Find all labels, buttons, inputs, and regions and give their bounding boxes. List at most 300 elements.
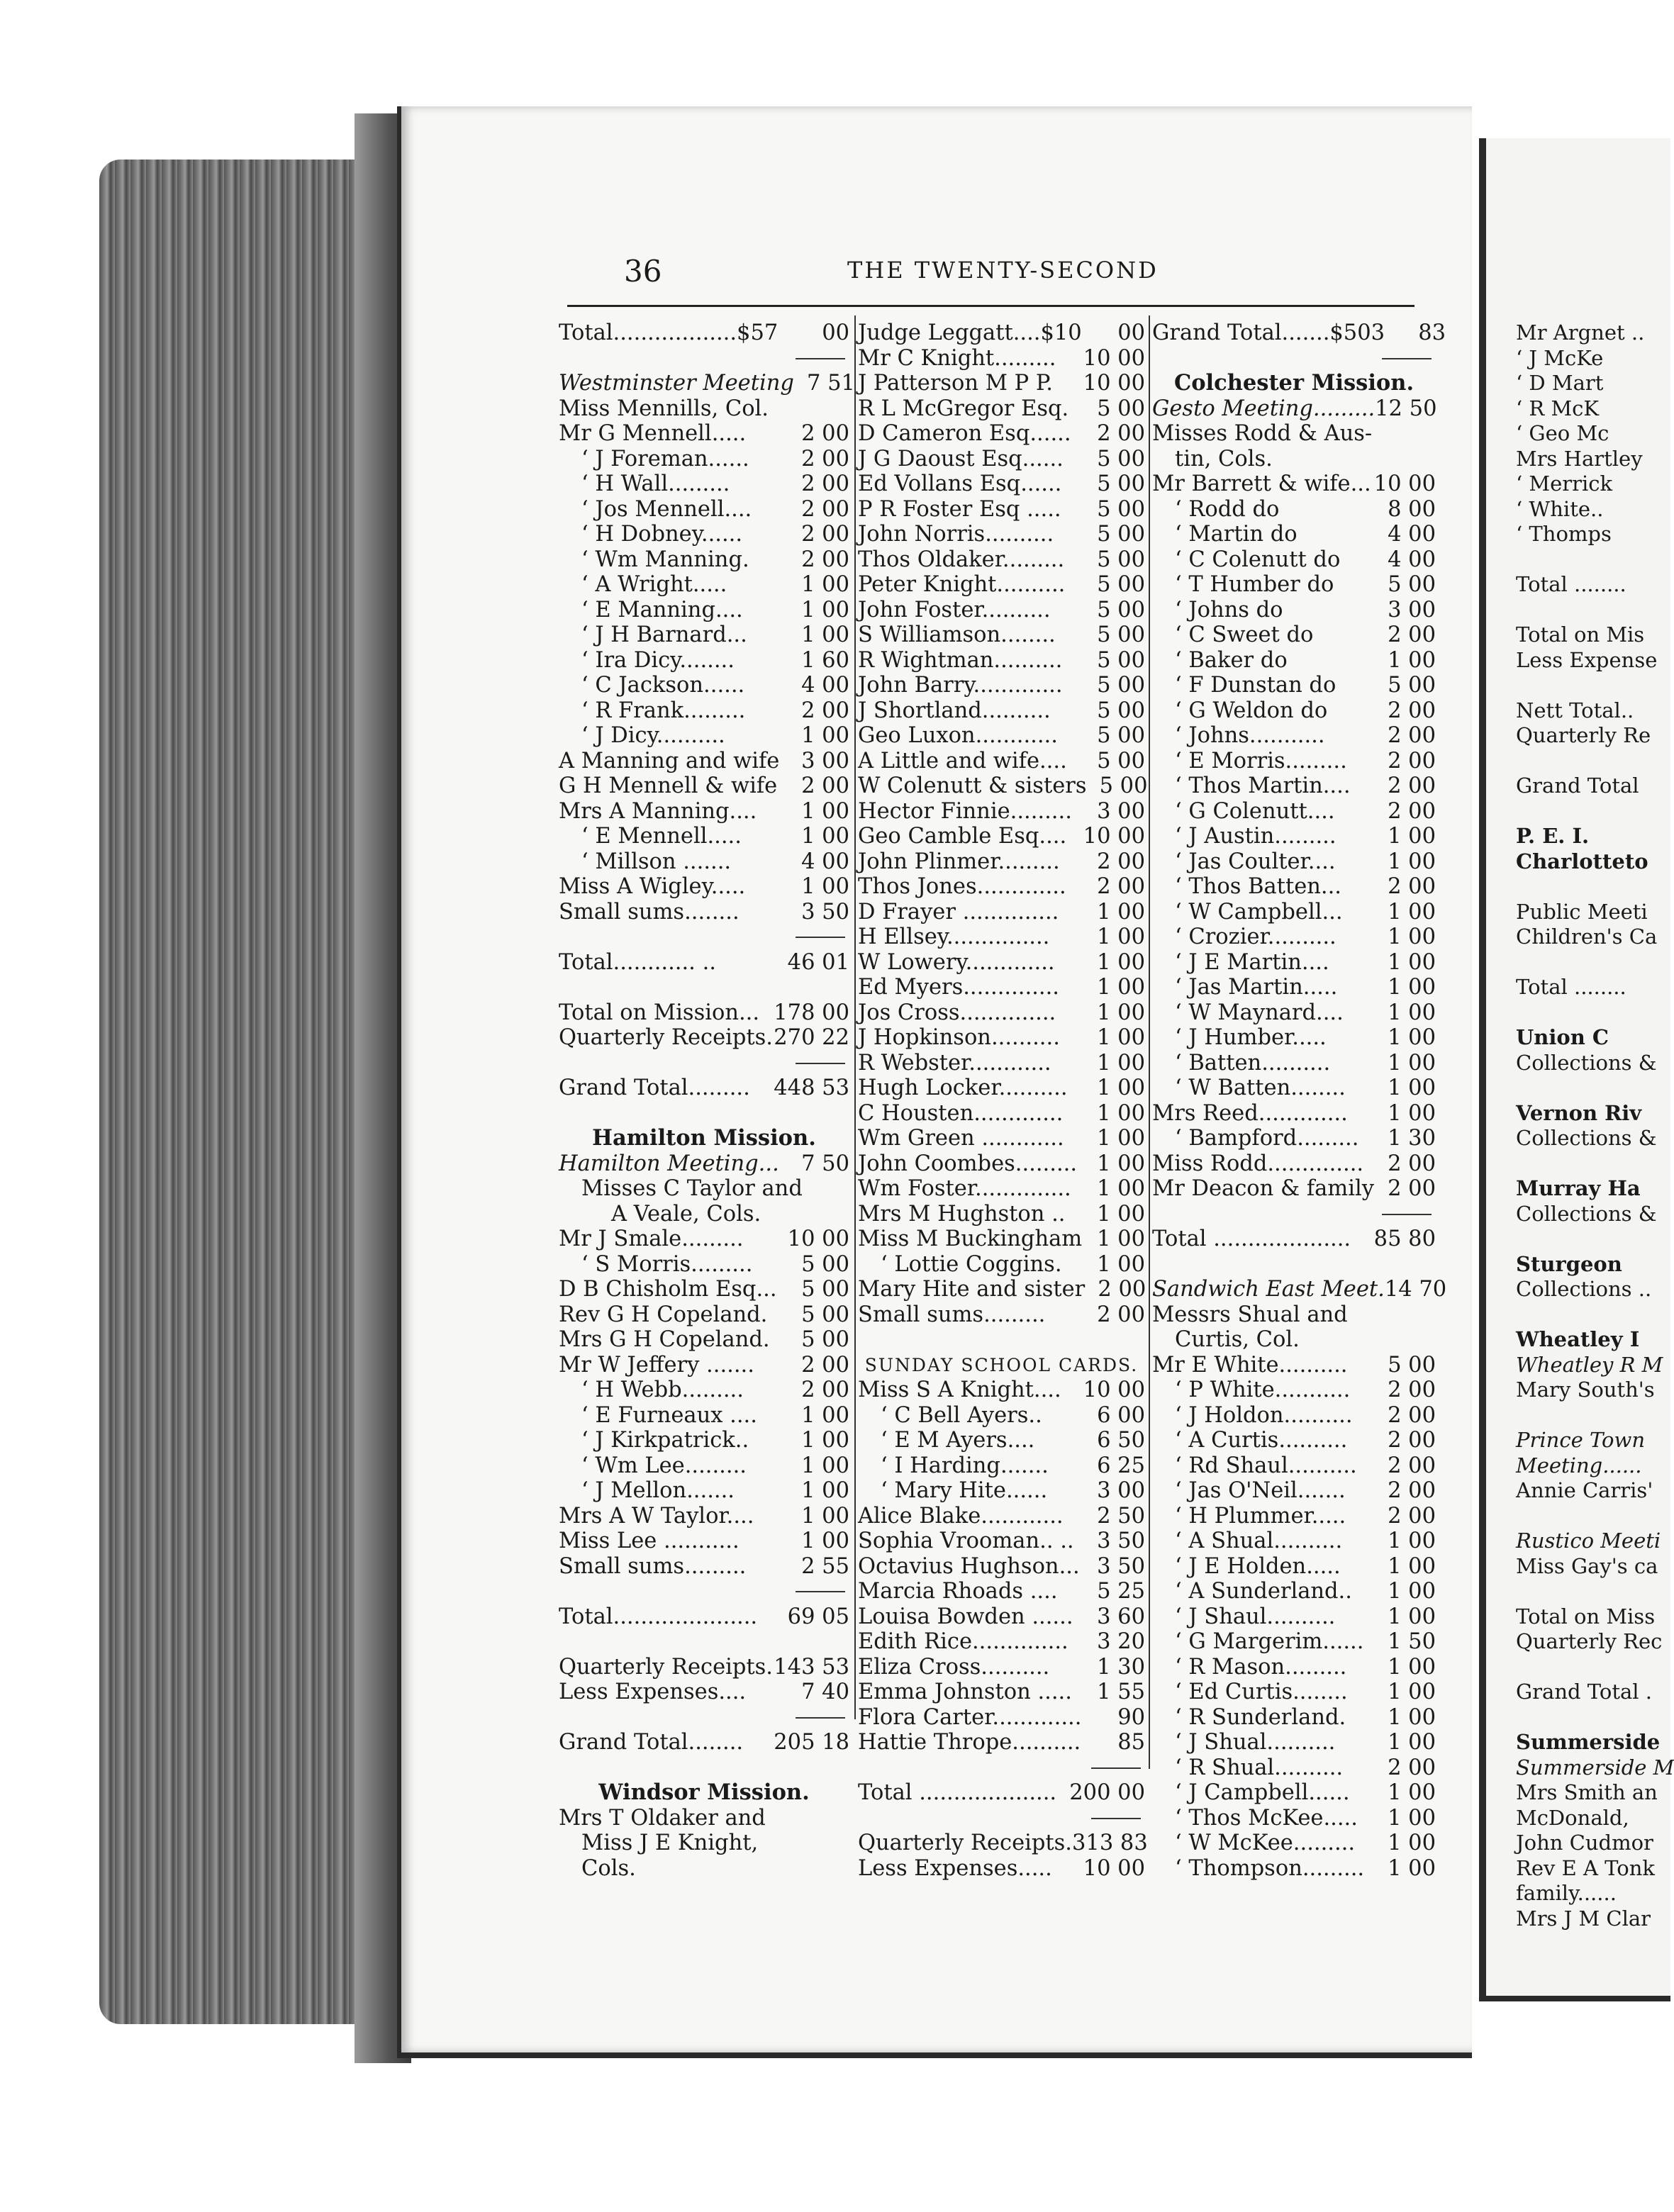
entry-description: ‘ R Shual.......... (1175, 1755, 1344, 1780)
entry-amount: 3 50 (1097, 1553, 1145, 1579)
spacer (559, 1101, 849, 1127)
entry-description: Thos Jones............. (858, 874, 1066, 899)
ledger-entry (1152, 1126, 1436, 1151)
entry-description: ‘ A Wright..... (581, 572, 727, 597)
partial-entry: Vernon Riv (1516, 1100, 1642, 1125)
entry-amount: 00 (1117, 320, 1145, 345)
entry-amount: 10 00 (1083, 1855, 1145, 1881)
partial-entry: Prince Town (1516, 1428, 1646, 1452)
ledger-entry (559, 723, 849, 749)
entry-description: ‘ Rodd do (1175, 496, 1280, 522)
entry-amount: 1 00 (801, 874, 849, 899)
entry-amount: 85 80 (1373, 1227, 1436, 1251)
entry-amount: 2 00 (1388, 1428, 1436, 1453)
entry-amount: 1 00 (1097, 1151, 1145, 1176)
ledger-entry (559, 773, 849, 799)
ledger-entry (1152, 673, 1436, 698)
entry-amount: 14 70 (1384, 1277, 1447, 1302)
entry-description: ‘ J Mellon....... (581, 1478, 735, 1503)
ledger-entry (559, 1151, 849, 1177)
ledger-entry (1152, 320, 1446, 346)
entry-description: ‘ Jas Coulter.... (1175, 849, 1336, 874)
entry-description: Mrs A Manning.... (559, 798, 757, 824)
ledger-entry (559, 1680, 849, 1705)
ledger-entry (1152, 975, 1436, 1000)
entry-amount: 6 25 (1097, 1453, 1145, 1478)
entry-amount: 2 00 (1388, 698, 1436, 723)
partial-entry: ‘ Geo Mc (1516, 421, 1609, 445)
entry-description: ‘ E M Ayers.... (881, 1428, 1035, 1453)
ledger-entry (559, 698, 849, 724)
sum-rule (559, 1051, 849, 1076)
partial-entry: Mr Argnet .. (1516, 320, 1645, 345)
entry-amount: 2 00 (1097, 849, 1145, 874)
ledger-entry (559, 874, 849, 900)
entry-description: Miss Lee ........... (559, 1529, 740, 1553)
partial-entry: Public Meeti (1516, 899, 1648, 924)
entry-amount: 1 00 (1388, 925, 1436, 949)
entry-description: W Colenutt & sisters (858, 773, 1087, 798)
entry-amount: 7 51 (806, 371, 855, 396)
partial-entry (1516, 1579, 1658, 1604)
ledger-entry (858, 1453, 1145, 1479)
entry-amount: 1 00 (801, 597, 849, 622)
ledger-entry (559, 547, 849, 573)
entry-amount: 2 00 (1388, 1503, 1436, 1529)
entry-description: Wm Foster.............. (858, 1176, 1071, 1201)
partial-entry: ‘ Merrick (1516, 471, 1613, 496)
ledger-entry (858, 1378, 1145, 1403)
entry-description: ‘ C Sweet do (1175, 622, 1314, 647)
ledger-entry (858, 900, 1145, 925)
entry-description: ‘ C Jackson...... (581, 673, 745, 698)
entry-description: ‘ P White........... (1175, 1378, 1351, 1402)
entry-amount: 1 00 (1388, 1100, 1436, 1126)
section-heading: Colchester Mission. (1173, 370, 1414, 396)
sum-rule (1152, 1202, 1436, 1227)
entry-amount: 1 00 (1388, 647, 1436, 673)
partial-entry: Miss Gay's ca (1516, 1553, 1658, 1578)
ledger-entry (858, 824, 1145, 849)
entry-description: Total..................$57 (559, 320, 779, 345)
entry-description: Hattie Thrope.......... (858, 1730, 1081, 1755)
entry-description: Louisa Bowden ...... (858, 1604, 1073, 1629)
ledger-entry (559, 1227, 849, 1252)
entry-amount: 3 50 (1097, 1529, 1145, 1553)
partial-entry: McDonald, (1516, 1805, 1629, 1830)
entry-description: ‘ C Colenutt do (1175, 547, 1341, 572)
entry-description: A Manning and wife (559, 748, 780, 773)
entry-amount: 2 00 (1388, 748, 1436, 773)
ledger-entry (559, 648, 849, 674)
entry-description: ‘ A Curtis.......... (1175, 1428, 1348, 1453)
ledger-entry (1152, 1730, 1436, 1755)
entry-amount: 5 00 (801, 1327, 849, 1352)
partial-entry: Grand Total . (1516, 1680, 1652, 1704)
entry-description: Mr Barrett & wife... (1152, 471, 1371, 496)
entry-description: Grand Total......... (559, 1076, 750, 1100)
entry-amount: 5 00 (1097, 396, 1145, 421)
ledger-entry (1152, 1151, 1436, 1177)
entry-description: ‘ G Weldon do (1175, 698, 1328, 723)
entry-amount: 1 00 (801, 622, 849, 647)
entry-text: Cols. (581, 1855, 636, 1881)
entry-description: Small sums......... (858, 1302, 1046, 1327)
ledger-entry (559, 1604, 849, 1630)
entry-amount: 2 00 (1388, 874, 1436, 899)
ledger-entry (858, 572, 1145, 598)
entry-amount: 1 00 (801, 798, 849, 824)
entry-amount: 2 00 (801, 773, 849, 798)
entry-description: Miss S A Knight.... (858, 1378, 1061, 1402)
entry-description: Mrs Reed............. (1152, 1100, 1348, 1126)
partial-entry: Summerside (1516, 1730, 1661, 1754)
entry-description: Quarterly Receipts. (559, 1654, 774, 1680)
entry-description: John Foster.......... (858, 597, 1051, 622)
entry-amount: 1 30 (1388, 1126, 1436, 1151)
ledger-entry (559, 799, 849, 825)
entry-description: ‘ S Morris......... (581, 1251, 753, 1277)
entry-description: ‘ C Bell Ayers.. (881, 1402, 1042, 1428)
entry-text: A Veale, Cols. (611, 1201, 761, 1227)
entry-amount: 1 00 (1097, 1050, 1145, 1076)
entry-description: ‘ F Dunstan do (1175, 673, 1337, 698)
ledger-entry (858, 1403, 1145, 1429)
entry-amount: 10 00 (1083, 1378, 1145, 1402)
entry-description: ‘ J Kirkpatrick.. (581, 1428, 749, 1453)
entry-amount: 85 (1117, 1730, 1145, 1755)
ledger-entry (559, 471, 849, 497)
ledger-entry (1152, 1378, 1436, 1403)
ledger-entry (1152, 1051, 1436, 1076)
entry-amount: 1 00 (801, 1402, 849, 1428)
entry-amount: 2 00 (1388, 1453, 1436, 1478)
ledger-entry (858, 799, 1145, 825)
entry-description: Peter Knight.......... (858, 572, 1066, 597)
partial-entry (1516, 1504, 1658, 1529)
entry-amount: 5 00 (1097, 446, 1145, 471)
entry-description: ‘ Jas Martin..... (1175, 975, 1338, 1000)
partial-entry: Mrs Smith an (1516, 1780, 1658, 1804)
ledger-entry (858, 1579, 1145, 1604)
entry-amount: 2 00 (801, 547, 849, 572)
entry-amount: 5 00 (1097, 647, 1145, 673)
partial-entry (1516, 749, 1658, 774)
ledger-entry (858, 371, 1145, 396)
partial-entry: Rustico Meeti (1516, 1529, 1661, 1553)
entry-amount: 143 53 (774, 1654, 849, 1680)
partial-entry: Union C (1516, 1025, 1609, 1049)
partial-entry: Total ........ (1516, 975, 1626, 999)
partial-entry: Mrs Hartley (1516, 446, 1643, 471)
sum-rule (559, 925, 849, 950)
partial-entry: Charlotteto (1516, 849, 1648, 873)
entry-amount: 1 00 (1388, 1553, 1436, 1579)
entry-description: G H Mennell & wife (559, 773, 778, 798)
ledger-entry (858, 1227, 1145, 1252)
entry-description: Sophia Vrooman.. .. (858, 1529, 1074, 1553)
ledger-entry (1152, 1353, 1436, 1378)
entry-description: Quarterly Receipts. (858, 1831, 1073, 1855)
ledger-entry (858, 1629, 1145, 1655)
entry-description: Edith Rice.............. (858, 1629, 1068, 1654)
entry-amount: 1 55 (1097, 1680, 1145, 1704)
entry-description: Flora Carter............. (858, 1704, 1082, 1730)
entry-amount: 1 00 (1097, 1176, 1145, 1201)
ledger-entry (858, 1705, 1145, 1731)
entry-amount: 1 00 (1388, 1730, 1436, 1755)
section-heading: Hamilton Mission. (592, 1125, 816, 1151)
entry-amount: 2 55 (801, 1553, 849, 1579)
ledger-entry (858, 1604, 1145, 1630)
partial-entry (1516, 1000, 1658, 1026)
entry-description: ‘ Rd Shaul.......... (1175, 1453, 1357, 1478)
ledger-entry (858, 622, 1145, 648)
entry-amount: 4 00 (1388, 522, 1436, 547)
partial-entry: ‘ White.. (1516, 496, 1604, 521)
entry-description: ‘ Ira Dicy........ (581, 647, 735, 673)
entry-description: Mary Hite and sister (858, 1277, 1086, 1302)
ledger-entry (1152, 547, 1436, 573)
entry-description: Total............ .. (559, 949, 716, 975)
ledger-entry (1152, 900, 1436, 925)
entry-description: Wm Green ............ (858, 1126, 1064, 1151)
entry-description: ‘ Jos Mennell.... (581, 496, 752, 522)
entry-description: Mr Deacon & family (1152, 1176, 1374, 1201)
entry-text: Mrs T Oldaker and (559, 1805, 766, 1831)
ledger-entry (858, 773, 1148, 799)
ledger-entry (1152, 749, 1436, 774)
partial-entry: Sturgeon (1516, 1251, 1622, 1276)
ledger-entry (858, 1680, 1145, 1705)
entry-amount: 1 00 (801, 723, 849, 748)
ledger-entry (1152, 824, 1436, 849)
ledger-entry (1152, 1579, 1436, 1604)
entry-description: H Ellsey............... (858, 925, 1050, 949)
ledger-entry (1152, 1554, 1436, 1580)
partial-entry: Wheatley R M (1516, 1352, 1663, 1377)
entry-description: ‘ A Sunderland.. (1175, 1579, 1352, 1604)
ledger-entry (1152, 1755, 1436, 1781)
ledger-entry (1152, 1831, 1436, 1856)
ledger-entry (858, 1202, 1145, 1227)
entry-amount: 1 00 (1388, 1805, 1436, 1831)
entry-description: Sandwich East Meet. (1152, 1277, 1385, 1302)
entry-amount: 1 00 (1388, 1050, 1436, 1076)
entry-description: ‘ H Plummer..... (1175, 1503, 1346, 1529)
entry-amount: 2 00 (1388, 798, 1436, 824)
ledger-entry (559, 749, 849, 774)
ledger-entry (559, 371, 855, 396)
entry-amount: 5 00 (1097, 522, 1145, 547)
ledger-entry (858, 1000, 1145, 1026)
entry-description: Miss M Buckingham (858, 1227, 1083, 1251)
entry-description: R Webster............ (858, 1050, 1051, 1076)
entry-description: ‘ E Furneaux .... (581, 1402, 757, 1428)
entry-amount: 1 00 (801, 572, 849, 597)
ledger-entry (858, 1554, 1145, 1580)
entry-amount: 2 00 (801, 496, 849, 522)
entry-description: D Cameron Esq...... (858, 421, 1071, 446)
entry-amount: 2 00 (801, 421, 849, 446)
ledger-entry (1152, 1478, 1436, 1504)
entry-amount: 5 00 (1097, 622, 1145, 647)
running-head: THE TWENTY-SECOND (847, 257, 1159, 284)
entry-amount: 5 00 (1097, 496, 1145, 522)
entry-amount: 1 00 (1097, 1201, 1145, 1227)
entry-amount: 1 00 (1097, 925, 1145, 949)
header-rule (567, 305, 1414, 307)
ledger-entry (858, 1529, 1145, 1554)
entry-description: Ed Vollans Esq...... (858, 471, 1062, 496)
entry-description: ‘ W Campbell... (1175, 899, 1343, 925)
entry-description: ‘ Johns........... (1175, 723, 1325, 748)
ledger-entry (559, 1076, 849, 1101)
column-1 (559, 320, 855, 1881)
entry-description: Grand Total........ (559, 1730, 744, 1755)
ledger-entry (858, 1277, 1145, 1302)
entry-amount: 5 00 (801, 1251, 849, 1277)
ledger-entry (858, 1856, 1145, 1882)
entry-amount: 3 00 (1097, 1478, 1145, 1503)
partial-entry (1516, 1655, 1658, 1680)
entry-amount: 1 00 (1388, 1529, 1436, 1553)
ledger-entry (1152, 723, 1436, 749)
entry-amount: 5 00 (801, 1277, 849, 1302)
sum-rule (559, 346, 849, 372)
entry-amount: 10 00 (1373, 471, 1436, 496)
entry-amount: 00 (822, 320, 849, 345)
ledger-entry (1152, 1025, 1436, 1051)
partial-entry: ‘ J McKe (1516, 345, 1604, 370)
ledger-entry (1152, 471, 1436, 497)
ledger-entry (559, 598, 849, 623)
ledger-entry (559, 497, 849, 523)
ledger-entry (559, 320, 849, 346)
entry-amount: 448 53 (774, 1076, 849, 1100)
ledger-entry (559, 1025, 849, 1051)
entry-amount: 2 00 (801, 446, 849, 471)
ledger-entry (858, 1504, 1145, 1529)
entry-description: ‘ J E Holden..... (1175, 1553, 1341, 1579)
entry-description: Less Expenses..... (858, 1855, 1052, 1881)
entry-description: ‘ W Maynard.... (1175, 1000, 1344, 1025)
ledger-entry (1152, 698, 1436, 724)
ledger-entry (858, 1302, 1145, 1328)
entry-description: Octavius Hughson... (858, 1553, 1080, 1579)
ledger-entry (559, 447, 849, 472)
entry-description: Marcia Rhoads .... (858, 1579, 1058, 1604)
partial-entry: family...... (1516, 1881, 1617, 1905)
partial-entry: Less Expense (1516, 647, 1658, 672)
entry-amount: 1 00 (1097, 1076, 1145, 1100)
partial-entry: John Cudmor (1516, 1831, 1653, 1855)
ledger-entry (858, 975, 1145, 1000)
column-2 (858, 320, 1148, 1881)
ledger-entry (1152, 648, 1436, 674)
entry-description: Small sums........ (559, 899, 740, 925)
entry-description: Geo Luxon............ (858, 723, 1058, 748)
ledger-entry (1152, 1629, 1436, 1655)
ledger-entry (1152, 1780, 1436, 1806)
entry-description: Hugh Locker.......... (858, 1076, 1068, 1100)
entry-amount: 1 00 (1388, 849, 1436, 874)
entry-description: C Housten............. (858, 1100, 1064, 1126)
entry-amount: 46 01 (787, 949, 849, 975)
ledger-entry (559, 1403, 849, 1429)
ledger-entry (858, 522, 1145, 547)
entry-amount: 4 00 (1388, 547, 1436, 572)
ledger-entry (858, 1252, 1145, 1278)
entry-amount: 205 18 (774, 1730, 849, 1755)
entry-amount: 12 50 (1375, 396, 1437, 421)
ledger-entry (1152, 1277, 1447, 1302)
ledger-entry (1152, 522, 1436, 547)
entry-text: Messrs Shual and (1152, 1302, 1348, 1327)
entry-text: Misses C Taylor and (581, 1176, 803, 1201)
ledger-entry (858, 648, 1145, 674)
entry-description: Eliza Cross.......... (858, 1654, 1050, 1680)
ledger-entry (559, 824, 849, 849)
ledger-entry (1152, 572, 1436, 598)
ledger-entry (1152, 925, 1436, 950)
ledger-entry (858, 497, 1145, 523)
entry-description: ‘ J Shaul.......... (1175, 1604, 1336, 1629)
ledger-entry (1152, 1227, 1436, 1252)
entry-amount: 1 00 (1097, 975, 1145, 1000)
ledger-entry (858, 698, 1145, 724)
entry-amount: 5 00 (1097, 597, 1145, 622)
entry-amount: 6 00 (1097, 1402, 1145, 1428)
entry-description: J G Daoust Esq...... (858, 446, 1064, 471)
ledger-entry (858, 547, 1145, 573)
entry-amount: 1 00 (801, 1478, 849, 1503)
partial-entry: ‘ R McK (1516, 396, 1600, 420)
entry-description: Hamilton Meeting... (559, 1151, 779, 1176)
entry-description: Mr G Mennell..... (559, 421, 747, 446)
partial-entry (1516, 1403, 1658, 1429)
entry-amount: 90 (1117, 1704, 1145, 1730)
entry-amount: 2 00 (1097, 1302, 1145, 1327)
entry-amount: 1 00 (1388, 975, 1436, 1000)
entry-description: A Little and wife.... (858, 748, 1067, 773)
entry-description: ‘ I Harding....... (881, 1453, 1049, 1478)
partial-entry: Collections & (1516, 1050, 1657, 1075)
entry-amount: 5 25 (1097, 1579, 1145, 1604)
ledger-entry (559, 849, 849, 875)
entry-description: John Barry............. (858, 673, 1063, 698)
sum-rule (559, 1579, 849, 1604)
entry-description: Miss Rodd.............. (1152, 1151, 1364, 1176)
entry-amount: 1 00 (1388, 1704, 1436, 1730)
partial-entry: Total on Mis (1516, 622, 1645, 647)
ledger-entry (1152, 1705, 1436, 1731)
ledger-entry (858, 396, 1145, 422)
entry-description: ‘ Batten.......... (1175, 1050, 1331, 1076)
entry-amount: 5 00 (1097, 471, 1145, 496)
entry-description: ‘ Martin do (1175, 522, 1298, 547)
entry-description: Total on Mission... (559, 1000, 760, 1025)
partial-entry (1516, 598, 1658, 623)
ledger-entry (1152, 799, 1436, 825)
entry-description: W Lowery............. (858, 949, 1055, 975)
entry-amount: 270 22 (774, 1025, 849, 1050)
entry-amount: 5 00 (1097, 748, 1145, 773)
column-divider-1 (854, 315, 856, 1719)
column-3 (1152, 320, 1447, 1881)
ledger-entry (858, 1076, 1145, 1101)
entry-amount: 1 00 (1388, 1855, 1436, 1881)
